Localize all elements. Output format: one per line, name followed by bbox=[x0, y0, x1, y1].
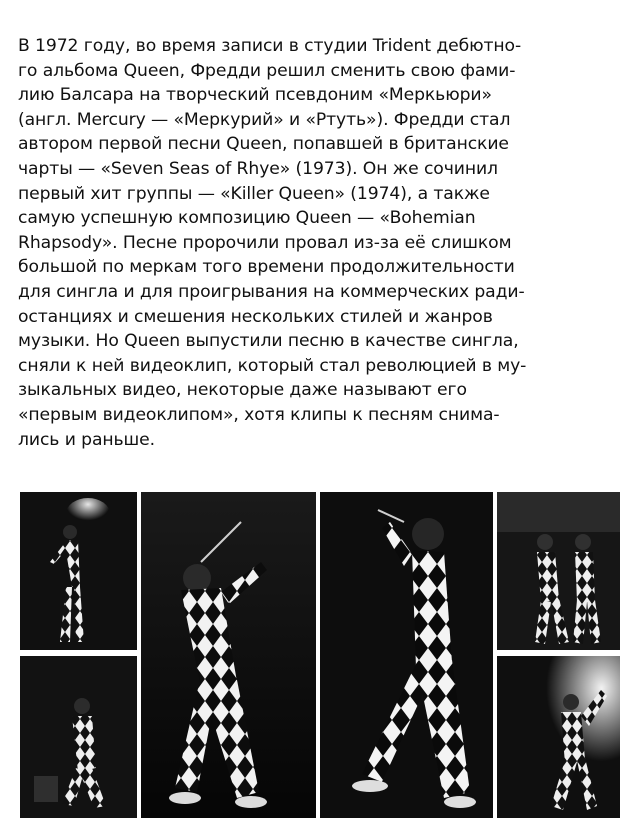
text-line: останциях и смешения нескольких стилей и жанров bbox=[18, 306, 493, 327]
photo-collage bbox=[20, 492, 620, 818]
photo-top-left bbox=[20, 492, 137, 650]
text-line: первый хит группы — «Killer Queen» (1974), а также bbox=[18, 183, 490, 204]
text-line: лись и раньше. bbox=[18, 429, 156, 450]
photo-center-left bbox=[141, 492, 316, 818]
text-line: «первым видеоклипом», хотя клипы к песням снима- bbox=[18, 404, 500, 425]
text-line: автором первой песни Queen, попавшей в британские bbox=[18, 134, 509, 155]
text-line: большой по меркам того времени продолжительности bbox=[18, 257, 515, 278]
text-line: зыкальных видео, некоторые даже называют его bbox=[18, 380, 467, 401]
text-line: (англ. Mercury — «Меркурий» и «Ртуть»). Фредди стал bbox=[18, 109, 511, 130]
text-line: сняли к ней видеоклип, который стал революцией в му- bbox=[18, 355, 527, 376]
photo-center-right bbox=[320, 492, 493, 818]
photo-top-right bbox=[497, 492, 620, 650]
text-line: В 1972 году, во время записи в студии Trident дебютно- bbox=[18, 36, 522, 56]
text-line: чарты — «Seven Seas of Rhye» (1973). Он же сочинил bbox=[18, 158, 498, 179]
text-line: музыки. Но Queen выпустили песню в качестве сингла, bbox=[18, 331, 519, 352]
text-line: лию Балсара на творческий псевдоним «Меркьюри» bbox=[18, 85, 492, 106]
text-line: Rhapsody». Песне пророчили провал из-за её слишком bbox=[18, 232, 512, 253]
text-line: го альбома Queen, Фредди решил сменить свою фами- bbox=[18, 60, 516, 81]
text-line: для сингла и для проигрывания на коммерческих ради- bbox=[18, 281, 525, 302]
photo-bottom-left bbox=[20, 656, 137, 818]
photo-bottom-right bbox=[497, 656, 620, 818]
article-text bbox=[18, 34, 622, 452]
text-line: самую успешную композицию Queen — «Bohemian bbox=[18, 208, 476, 229]
